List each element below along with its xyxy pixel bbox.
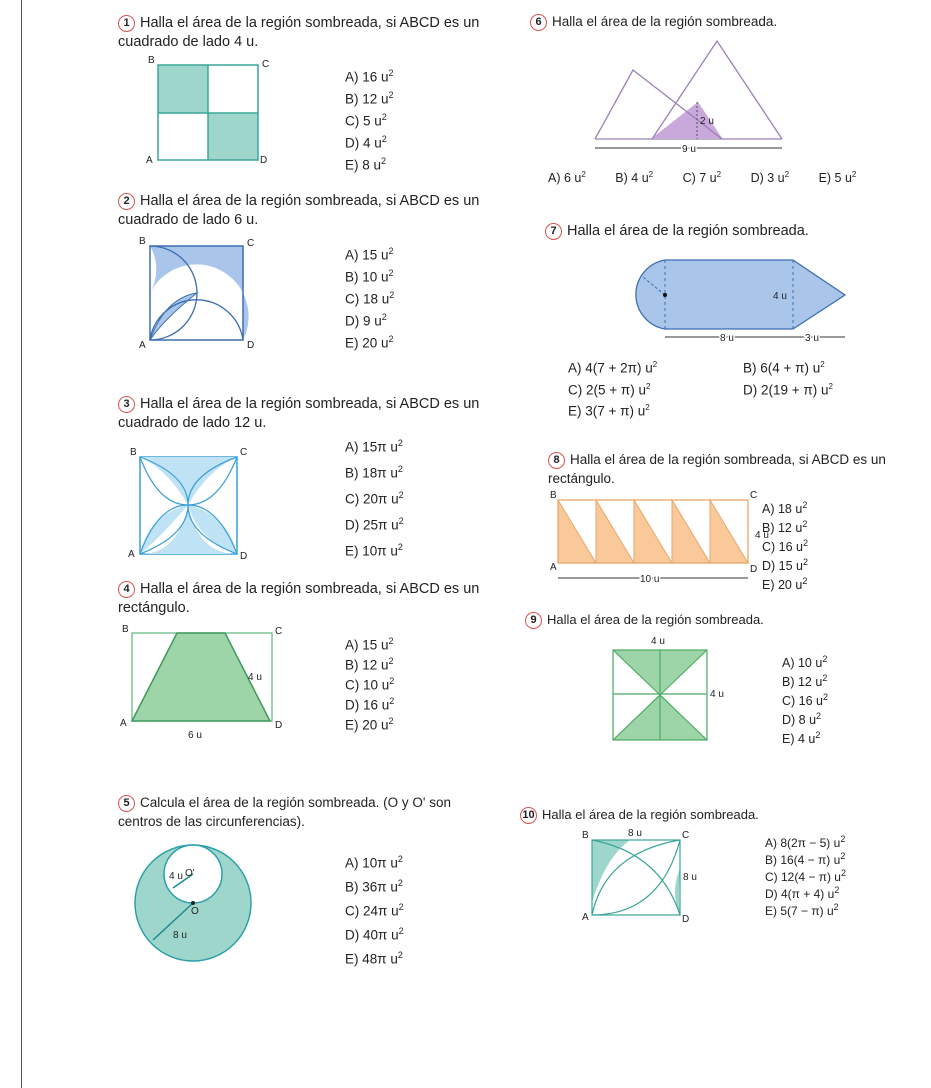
option[interactable]: B) 18π $u^2$ [345,464,403,481]
option[interactable]: A) 10π $u^2$ [345,854,403,871]
option[interactable]: C) 2(5 + π) $u^2$ [568,381,651,397]
option[interactable]: A) 4(7 + 2π) $u^2$ [568,360,658,376]
option[interactable]: E) 20 $u^2$ [345,716,394,733]
option[interactable]: B) 12 $u^2$ [762,519,808,536]
problem-number: 10 [520,807,537,824]
svg-text:A: A [582,912,589,923]
problem-text: Halla el área de la región sombreada. [547,612,764,627]
svg-text:D: D [750,564,758,575]
option[interactable]: B) 16(4 − π) $u^2$ [765,851,846,867]
problem-number: 3 [118,396,135,413]
option[interactable]: C) 16 $u^2$ [762,538,809,555]
option[interactable]: E) 20 $u^2$ [762,576,808,593]
option[interactable]: E) 20 $u^2$ [345,334,394,351]
option[interactable]: E) 48π $u^2$ [345,950,403,967]
problem-text: Halla el área de la región sombreada, si ABCD es un rectángulo. [118,581,480,616]
svg-text:4 u: 4 u [773,291,787,302]
problem-text: Halla el área de la región sombreada. [552,14,778,29]
option[interactable]: E) 5 $u^2$ [818,170,857,186]
option[interactable]: A) 15 $u^2$ [345,246,394,263]
problem-6-statement [530,12,910,31]
problem-5-statement [118,793,478,831]
problem-8-figure [550,490,770,600]
problem-8-options [762,494,809,593]
option[interactable]: C) 5 $u^2$ [345,112,387,129]
problem-3-figure [128,445,258,565]
svg-text:A: A [146,155,153,166]
option[interactable]: D) 8 $u^2$ [782,711,822,728]
problem-number: 2 [118,193,135,210]
option[interactable]: A) 18 $u^2$ [762,500,808,517]
svg-text:8 u: 8 u [683,872,697,883]
problem-number: 8 [548,452,565,469]
svg-text:4 u: 4 u [755,530,769,541]
svg-text:D: D [275,720,283,731]
problem-text: Halla el área de la región sombreada. [567,223,809,239]
option[interactable]: B) 6(4 + π) $u^2$ [743,360,825,376]
option[interactable]: C) 24π $u^2$ [345,902,404,919]
svg-text:4 u: 4 u [248,672,262,683]
option[interactable]: E) 10π $u^2$ [345,542,403,559]
option[interactable]: D) 15 $u^2$ [762,557,809,574]
problem-3-statement [118,395,498,433]
svg-text:A: A [139,340,146,351]
option[interactable]: D) 4(π + 4) $u^2$ [765,885,840,901]
problem-text: Calcula el área de la región sombreada. (O y O' son centros de las circunferencias). [118,795,451,829]
option[interactable]: C) 12(4 − π) $u^2$ [765,868,846,884]
svg-text:A: A [120,718,127,729]
problem-9-statement [525,610,895,629]
option[interactable]: C) 16 $u^2$ [782,692,829,709]
option[interactable]: C) 10 $u^2$ [345,676,395,693]
problem-number: 6 [530,14,547,31]
svg-text:B: B [122,624,129,635]
svg-text:C: C [750,490,758,501]
problem-1-figure [140,55,280,170]
option[interactable]: B) 4 $u^2$ [615,170,654,186]
problem-number: 1 [118,15,135,32]
problem-7-figure [625,255,875,355]
option[interactable]: A) 15π $u^2$ [345,438,403,455]
svg-text:3 u: 3 u [805,333,819,344]
svg-text:B: B [130,447,137,458]
problem-number: 5 [118,795,135,812]
problem-3-options [345,432,404,562]
problem-1-statement [118,14,498,52]
option[interactable]: D) 25π $u^2$ [345,516,404,533]
problem-number: 7 [545,223,562,240]
svg-text:A: A [550,562,557,573]
svg-text:6 u: 6 u [188,730,202,741]
problem-4-figure [120,622,290,742]
option[interactable]: D) 2(19 + π) $u^2$ [743,381,833,397]
svg-text:9 u: 9 u [682,144,696,155]
option[interactable]: E) 5(7 − π) $u^2$ [765,902,839,918]
problem-6-figure [590,38,830,158]
option[interactable]: C) 20π $u^2$ [345,490,404,507]
problem-number: 9 [525,612,542,629]
problem-text: Halla el área de la región sombreada, si ABCD es un cuadrado de lado 6 u. [118,193,480,228]
problem-7-options [568,356,903,420]
svg-text:O: O [191,906,199,917]
svg-text:B: B [148,55,155,66]
problem-2-options [345,240,394,350]
option[interactable]: E) 8 $u^2$ [345,156,387,173]
option[interactable]: A) 6 $u^2$ [548,170,586,186]
svg-text:A: A [128,549,135,560]
svg-text:C: C [262,59,270,70]
svg-text:O': O' [185,868,195,879]
problem-number: 4 [118,581,135,598]
svg-text:4 u: 4 u [651,636,665,647]
svg-text:B: B [550,490,557,501]
problem-2-statement [118,192,498,230]
svg-text:D: D [240,551,248,562]
option[interactable]: A) 15 $u^2$ [345,636,394,653]
page-edge-line [21,0,22,1088]
option[interactable]: B) 12 $u^2$ [345,656,394,673]
svg-text:8 u: 8 u [720,333,734,344]
problem-text: Halla el área de la región sombreada, si ABCD es un cuadrado de lado 4 u. [118,15,480,50]
svg-text:C: C [240,447,248,458]
option[interactable]: D) 9 $u^2$ [345,312,387,329]
option[interactable]: B) 12 $u^2$ [345,90,394,107]
problem-4-options [345,630,395,733]
option[interactable]: D) 40π $u^2$ [345,926,404,943]
option[interactable]: D) 4 $u^2$ [345,134,387,151]
svg-text:8 u: 8 u [628,828,642,839]
svg-text:4 u: 4 u [169,871,183,882]
problem-2-figure [135,238,265,353]
problem-10-options [765,828,846,918]
option[interactable]: C) 7 $u^2$ [682,170,722,186]
problem-7-statement [545,222,915,241]
problem-4-statement [118,580,498,618]
svg-text:10 u: 10 u [640,574,660,585]
option[interactable]: B) 10 $u^2$ [345,268,394,285]
option[interactable]: B) 12 $u^2$ [782,673,828,690]
svg-text:C: C [247,238,255,249]
svg-text:B: B [139,236,146,247]
svg-text:8 u: 8 u [173,930,187,941]
svg-text:D: D [247,340,255,351]
option[interactable]: E) 4 $u^2$ [782,730,821,747]
problem-10-statement [520,805,890,824]
problem-10-figure [580,828,710,923]
option[interactable]: A) 8(2π − 5) $u^2$ [765,834,846,850]
option[interactable]: E) 3(7 + π) $u^2$ [568,403,650,419]
problem-5-options [345,848,404,968]
svg-text:C: C [275,626,283,637]
svg-text:B: B [582,830,589,841]
svg-text:2 u: 2 u [700,116,714,127]
option[interactable]: C) 18 $u^2$ [345,290,395,307]
option[interactable]: A) 16 $u^2$ [345,68,394,85]
option[interactable]: A) 10 $u^2$ [782,654,828,671]
problem-1-options [345,62,394,172]
problem-6-options [548,170,882,185]
svg-text:D: D [260,155,268,166]
option[interactable]: D) 16 $u^2$ [345,696,395,713]
svg-text:D: D [682,914,690,925]
option[interactable]: B) 36π $u^2$ [345,878,403,895]
svg-text:4 u: 4 u [710,689,724,700]
problem-9-figure [605,632,735,747]
problem-8-statement [548,450,918,488]
problem-text: Halla el área de la región sombreada, si ABCD es un rectángulo. [548,452,886,486]
problem-9-options [782,648,829,747]
problem-text: Halla el área de la región sombreada, si ABCD es un cuadrado de lado 12 u. [118,396,480,431]
option[interactable]: D) 3 $u^2$ [750,170,790,186]
svg-text:C: C [682,830,690,841]
problem-text: Halla el área de la región sombreada. [542,807,759,822]
problem-5-figure [125,840,265,975]
